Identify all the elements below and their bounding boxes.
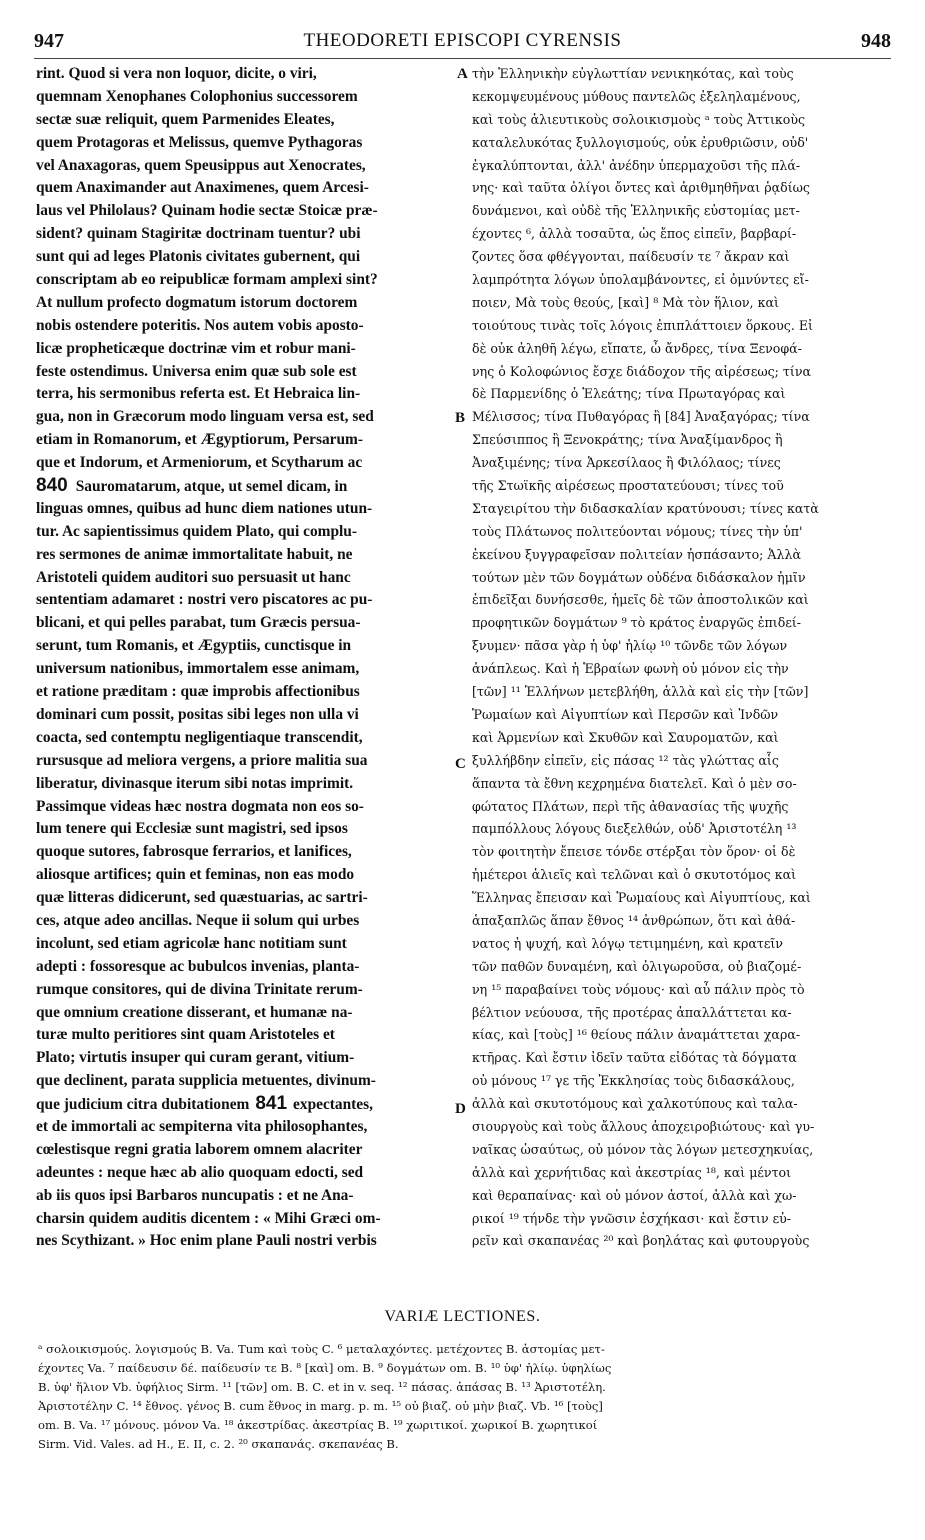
latin-line: turæ multo peritiores sint quam Aristoteles et [36,1026,335,1044]
latin-line: ces, atque adeo ancillas. Neque ii solum qui urbes [36,911,360,929]
greek-line: καὶ θεραπαίνας· καὶ οὐ μόνον ἀστοί, ἀλλὰ καὶ χω- [472,1187,797,1203]
greek-line: ἡμέτεροι ἁλιεῖς καὶ τελῶναι καὶ ὁ σκυτοτόμος καὶ [472,867,797,883]
latin-line: conscriptam ab eo reipublicæ formam amplexi sint? [36,271,378,289]
greek-line: νη ¹⁵ παραβαίνει τοὺς νόμους· καὶ αὖ πάλιν πρὸς τὸ [472,981,805,997]
latin-line: sunt qui ad leges Platonis civitates gubernent, qui [36,248,361,266]
margin-letter-b: B [455,410,466,426]
latin-line: laus vel Philolaus? Quinam hodie sectæ Stoicæ præ- [36,202,378,220]
greek-line: νατος ἡ ψυχή, καὶ λόγῳ τετιμημένη, καὶ κρατεῖν [472,935,783,951]
greek-line: τοιούτους τινὰς τοῖς λόγοις ἐπιπλάττοιεν ὅρκους. Εἰ [472,317,813,333]
greek-line: τῆς Στωϊκῆς αἱρέσεως προστατεύουσι; τίνες τοῦ [472,478,784,494]
page-marker-840: 840 [36,475,68,497]
greek-line: τὴν Ἑλληνικὴν εὐγλωττίαν νενικηκότας, καὶ τοὺς [472,66,794,81]
variant-reading-line: om. B. Va. ¹⁷ μόνους. μόνον Va. ¹⁸ ἀκεστρίδας. ἀκεστρίας B. ¹⁹ χωριτικοί. χωρικοί B. χωρητικοί [38,1418,598,1432]
latin-line: ab iis quos ipsi Barbaros nuncupatis : et ne Ana- [36,1186,354,1204]
greek-line: κίας, καὶ [τοὺς] ¹⁶ θείους πάλιν ἀναμάττεται χαρα- [472,1027,801,1043]
greek-line: παμπόλλους λόγους διεξελθών, οὐδ' Ἀριστοτέλη ¹³ [472,821,797,837]
latin-line: terra, his sermonibus referta est. Et Hebraica lin- [36,385,361,403]
latin-line: tur. Ac sapientissimus quidem Plato, qui complu- [36,522,357,540]
greek-line: οὐ μόνους ¹⁷ γε τῆς Ἐκκλησίας τοὺς διδασκάλους, [472,1073,795,1089]
greek-line: σιουργοὺς καὶ τοὺς ἄλλους ἀποχειροβιώτους· καὶ γυ- [472,1118,815,1134]
latin-line: linguas omnes, quibus ad hunc diem nationes utun- [36,499,373,517]
greek-line: έχοντες ⁶, ἀλλὰ τοσαῦτα, ὡς ἔπος εἰπεῖν, βαρβαρί- [472,226,797,242]
latin-line: quem Anaximander aut Anaximenes, quem Arcesi- [36,179,369,197]
latin-line: que et Indorum, et Armeniorum, et Scytharum ac [36,454,363,472]
page-header [34,30,891,58]
greek-line: νης· καὶ ταῦτα ὀλίγοι ὄντες καὶ ἀριθμηθῆναι ῥᾳδίως [472,180,810,196]
greek-line: λαμπρότητα λόγων ὑπολαμβάνοντες, εἰ ὀμνύντες εἴ- [472,272,809,288]
greek-line: κτῆρας. Καὶ ἔστιν ἰδεῖν ταῦτα εἰδότας τὰ δόγματα [472,1050,797,1066]
latin-line: aliosque artifices; quin et feminas, non eas modo [36,866,355,884]
latin-line: coacta, sed contemptu negligentiaque transcendit, [36,728,363,746]
latin-line: licæ propheticæque doctrinæ vim et robur mani- [36,339,356,357]
greek-line: Σπεύσιππος ἢ Ξενοκράτης; τίνα Ἀναξίμανδρος ἢ [472,432,783,448]
latin-line: que judicium citra dubitationem 841 expectantes, [36,1093,373,1115]
greek-line: τὸν φοιτητὴν ἔπεισε τόνδε στέρξαι τὸν ὅρον· οἱ δὲ [472,844,796,860]
latin-line: quoque sutores, fabrosque ferrarios, et lanifices, [36,843,352,861]
latin-line: 840 Sauromatarum, atque, ut semel dicam, in [36,475,348,497]
greek-line: ποιεν, Μὰ τοὺς θεούς, [καὶ] ⁸ Μὰ τὸν ἥλιον, καὶ [472,294,779,310]
page-number-right: 948 [861,30,891,52]
greek-line: τῶν παθῶν δυναμένη, καὶ ὀλιγωροῦσα, οὐ βιαζομέ- [472,958,802,974]
variant-reading-line: Ἀριστοτέλην C. ¹⁴ ἔθνος. γένος B. cum ἔθνος in marg. p. m. ¹⁵ οὐ βιαζ. οὐ μὴν βιαζ. Vb. ¹⁶ [τοὺς] [38,1399,603,1413]
greek-line: καὶ τοὺς ἁλιευτικοὺς σολοικισμοὺς ᵃ τοὺς Ἀττικοὺς [472,111,806,127]
latin-line: universum nationibus, immortalem esse animam, [36,660,360,678]
variant-reading-line: Sirm. Vid. Vales. ad H., E. II, c. 2. ²⁰ σκαπανάς. σκεπανέας B. [38,1437,399,1451]
latin-line: gua, non in Græcorum modo linguam versa est, sed [36,408,374,426]
greek-column [472,63,892,1253]
margin-letter-d: D [455,1101,466,1117]
greek-line: ξυλλήβδην εἰπεῖν, εἰς πάσας ¹² τὰς γλώττας αἷς [472,752,779,768]
greek-line: ἐπιδεῖξαι δυνήσεσθε, ἡμεῖς δὲ τῶν ἀποστολικῶν καὶ [472,592,809,608]
latin-column [36,63,454,1253]
latin-line: nes Scythizant. » Hoc enim plane Pauli nostri verbis [36,1232,377,1250]
latin-line: cœlestisque regni gratia laborem omnem alacriter [36,1140,363,1158]
greek-line: Ῥωμαίων καὶ Αἰγυπτίων καὶ Περσῶν καὶ Ἰνδῶν [472,706,779,722]
greek-line: τούτων μὲν τῶν δογμάτων οὐδένα διδάσκαλον ἡμῖν [472,569,806,585]
greek-line: ξνυμεν· πᾶσα γὰρ ἡ ὑφ' ἡλίῳ ¹⁰ τῶνδε τῶν λόγων [472,638,788,654]
greek-line: καταλελυκότας ξυλλογισμούς, οὐκ ἐρυθριῶσιν, οὐδ' [472,134,809,150]
greek-line: βέλτιον νεύουσα, τῆς προτέρας ἀπαλλάττεται κα- [472,1004,792,1020]
page-marker-841: 841 [255,1093,288,1115]
latin-line: rint. Quod si vera non loquor, dicite, o viri, [36,65,317,82]
variant-reading-line: έχοντες Va. ⁷ παίδευσιν δέ. παίδευσίν τε B. ⁸ [καὶ] om. B. ⁹ δογμάτων om. B. ¹⁰ ὑφ' ἡλίῳ. ὑφηλίως [38,1361,612,1375]
greek-line: ἀλλὰ καὶ σκυτοτόμους καὶ χαλκοτύπους καὶ ταλα- [472,1096,798,1112]
latin-line: quemnam Xenophanes Colophonius successorem [36,87,358,105]
latin-line: que omnium creatione disserant, et humanæ na- [36,1003,353,1021]
latin-line: sententiam adamaret : nostri vero piscatores ac pu- [36,591,373,609]
greek-line: Ἕλληνας ἔπεισαν καὶ Ῥωμαίους καὶ Αἰγυπτίους, καὶ [472,890,811,906]
greek-line: Σταγειρίτου τὴν διδασκαλίαν κρατύνουσι; τίνες κατὰ [472,500,819,516]
latin-line: et de immortali ac sempiterna vita philosophantes, [36,1117,368,1135]
latin-line: incolunt, sed etiam agricolæ hanc notitiam sunt [36,934,347,952]
greek-line: δὲ Παρμενίδης ὁ Ἐλεάτης; τίνα Πρωταγόρας καὶ [472,386,786,402]
latin-line: serunt, tum Romanis, et Ægyptiis, cunctisque in [36,637,352,655]
greek-line: ἐγκαλύπτονται, ἀλλ' ἀνέδην ὑπερμαχοῦσι τῆς πλά- [472,157,801,173]
latin-line: res sermones de animæ immortalitate habuit, ne [36,545,353,563]
latin-line: Aristoteli quidem auditori suo persuasit ut hanc [36,568,351,586]
latin-line: blicani, et qui pelles parabat, tum Græcis persua- [36,614,361,632]
variae-lectiones [38,1340,893,1454]
greek-line: ἀλλὰ καὶ χερνήτιδας καὶ ἀκεστρίας ¹⁸, καὶ μέντοι [472,1164,792,1180]
greek-line: ρεῖν καὶ σκαπανέας ²⁰ καὶ βοηλάτας καὶ φυτουργοὺς [472,1233,810,1249]
latin-line: etiam in Romanorum, et Ægyptiorum, Persarum- [36,431,363,449]
latin-line: sident? quinam Stagiritæ doctrinam tuentur? ubi [36,225,361,243]
latin-line: Passimque videas hæc nostra dogmata non eos so- [36,797,364,815]
latin-line: vel Anaxagoras, quem Speusippus aut Xenocrates, [36,156,366,174]
latin-line: quæ litteras didicerunt, sed quæstuarias, ac sartri- [36,889,368,907]
variae-lectiones-title: VARIÆ LECTIONES. [384,1308,541,1325]
latin-line: sectæ suæ reliquit, quem Parmenides Eleates, [36,110,335,128]
variant-reading-line: B. ὑφ' ἥλιον Vb. ὑφήλιος Sirm. ¹¹ [τῶν] om. B. C. et in v. seq. ¹² πάσας. ἁπάσας B. ¹³ Ἀριστοτέλη. [38,1380,606,1394]
greek-line: [τῶν] ¹¹ Ἑλλήνων μετεβλήθη, ἀλλὰ καὶ εἰς τὴν [τῶν] [472,684,809,700]
latin-line: rumque consitores, qui de divina Trinitate rerum- [36,980,363,998]
latin-line: lum tenere qui Ecclesiæ sunt magistri, sed ipsos [36,820,348,838]
greek-line: ἁπαξαπλῶς ἅπαν ἔθνος ¹⁴ ἀνθρώπων, ὅτι καὶ ἀθά- [472,912,796,928]
latin-line: quem Protagoras et Melissus, quemve Pythagoras [36,133,363,151]
greek-line: κεκομψευμένους μύθους παντελῶς ἐξεληλαμένους, [472,88,801,104]
latin-line: feste ostendimus. Universa enim quæ sub sole est [36,362,357,380]
header-rule [34,58,891,59]
greek-line: καὶ Ἀρμενίων καὶ Σκυθῶν καὶ Σαυροματῶν, καὶ [472,729,779,745]
latin-line: dominari cum possit, positas sibi leges non ulla vi [36,705,359,723]
latin-line: rursusque ad meliora vergens, a priore malitia sua [36,751,368,769]
greek-line: ἐκείνου ξυγγραφεῖσαν πολιτείαν ἠσπάσαντο; Ἀλλὰ [472,546,801,562]
latin-line: que declinent, parata supplicia metuentes, divinum- [36,1072,376,1090]
latin-line: adepti : fossoresque ac bubulcos invenias, planta- [36,957,360,975]
latin-line: et ratione præditam : quæ improbis affectionibus [36,683,360,701]
latin-line: Plato; virtutis insuper qui curam gerant, vitium- [36,1049,355,1067]
greek-line: φώτατος Πλάτων, περὶ τῆς ἀθανασίας τῆς ψυχῆς [472,798,789,814]
margin-letter-c: C [455,756,466,772]
margin-letter-a: A [457,66,468,82]
greek-line: ἅπαντα τὰ ἔθνη κεχρημένα διατελεῖ. Καὶ ὁ μὲν σο- [472,775,797,791]
greek-line: Μέλισσος; τίνα Πυθαγόρας ἢ [84] Ἀναξαγόρας; τίνα [472,409,810,425]
greek-line: ρικοί ¹⁹ τήνδε τὴν γνῶσιν ἐσχήκασι· καὶ ἔστιν εὑ- [472,1210,792,1226]
greek-line: δὲ οὐκ ἀληθῆ λέγω, εἴπατε, ὦ ἄνδρες, τίνα Ξενοφά- [472,340,802,356]
latin-line: charsin quidem auditis dicentem : « Mihi Græci om- [36,1209,381,1227]
greek-line: ζοντες ὅσα φθέγγονται, παίδευσίν τε ⁷ ἄκραν καὶ [472,249,790,265]
greek-line: ἀνάπλεως. Καὶ ἡ Ἑβραίων φωνὴ οὐ μόνον εἰς τὴν [472,661,789,677]
page-number-left: 947 [34,30,64,52]
latin-line: At nullum profecto dogmatum istorum doctorem [36,293,358,311]
greek-line: Ἀναξιμένης; τίνα Ἀρκεσίλαος ἢ Φιλόλαος; τίνες [472,455,781,471]
greek-line: προφητικῶν δογμάτων ⁹ τὸ κράτος ἐναργῶς ἐπιδεί- [472,615,802,631]
greek-line: νης ὁ Κολοφώνιος ἔσχε διάδοχον τῆς αἱρέσεως; τίνα [472,363,811,379]
greek-line: τοὺς Πλάτωνος πολιτεύονται νόμους; τίνες τὴν ὑπ' [472,523,803,539]
variant-reading-line: ᵃ σολοικισμούς. λογισμούς B. Va. Tum καὶ τοὺς C. ⁶ μεταλαχόντες. μετέχοντες B. ἀστομίας μετ- [38,1342,605,1356]
latin-line: adeuntes : neque hæc ab alio quoquam edocti, sed [36,1163,364,1181]
greek-line: ναῖκας ὡσαύτως, οὐ μόνον τὰς λόγων μετεσχηκυίας, [472,1141,814,1157]
latin-line: nobis ostendere poteritis. Nos autem vobis aposto- [36,316,364,334]
latin-line: liberatur, divinasque iterum sibi notas imprimit. [36,774,354,792]
running-title: THEODORETI EPISCOPI CYRENSIS [303,30,622,51]
greek-line: δυνάμενοι, καὶ οὐδὲ τῆς Ἑλληνικῆς εὐστομίας μετ- [472,203,800,219]
